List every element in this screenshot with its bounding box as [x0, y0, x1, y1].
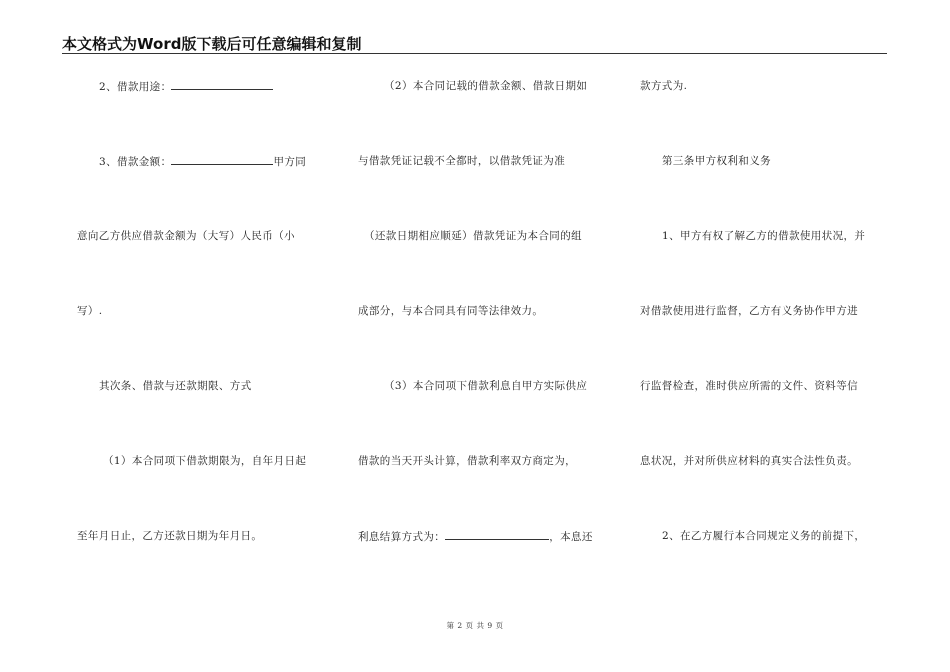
line-text: 甲方同: [273, 156, 307, 168]
paragraph-line: 至年月日止，乙方还款日期为年月日。: [77, 530, 263, 542]
paragraph-line: 借款的当天开头计算，借款利率双方商定为，: [358, 455, 576, 467]
fill-in-blank: [171, 79, 273, 90]
paragraph-line: （3）本合同项下借款利息自甲方实际供应: [384, 380, 588, 392]
fill-in-blank: [445, 529, 549, 540]
text-column-2: [358, 0, 608, 672]
paragraph-line: 1、甲方有权了解乙方的借款使用状况，并: [662, 230, 866, 242]
paragraph-line: 款方式为.: [640, 80, 688, 92]
paragraph-line: （还款日期相应顺延）借款凭证为本合同的组: [364, 230, 582, 242]
paragraph-line: 成部分，与本合同具有同等法律效力。: [358, 305, 544, 317]
section-heading-line: 第三条甲方权利和义务: [662, 155, 771, 167]
line-text: ，本息还: [549, 531, 593, 543]
line-text: 3、借款金额：: [99, 156, 172, 168]
fill-in-blank: [171, 154, 273, 165]
line-text: 2、借款用途：: [99, 81, 172, 93]
paragraph-line: [77, 154, 306, 169]
page-number-footer: 第 2 页 共 9 页: [446, 621, 504, 630]
document-header-title: 本文格式为Word版下载后可任意编辑和复制: [62, 35, 362, 53]
line-text: 利息结算方式为：: [358, 531, 446, 543]
paragraph-line: 行监督检查，准时供应所需的文件、资料等信: [640, 380, 858, 392]
paragraph-line: 意向乙方供应借款金额为（大写）人民币（小: [77, 230, 295, 242]
paragraph-line: （2）本合同记载的借款金额、借款日期如: [384, 80, 588, 92]
paragraph-line: 写）.: [77, 305, 103, 317]
paragraph-line: 对借款使用进行监督，乙方有义务协作甲方进: [640, 305, 858, 317]
paragraph-line: [77, 79, 273, 94]
paragraph-line: [358, 529, 593, 544]
paragraph-line: 息状况，并对所供应材料的真实合法性负责。: [640, 455, 858, 467]
paragraph-line: （1）本合同项下借款期限为，自年月日起: [103, 455, 307, 467]
paragraph-line: 与借款凭证记载不全都时，以借款凭证为准: [358, 155, 566, 167]
text-column-1: [77, 0, 327, 672]
section-heading-line: 其次条、借款与还款期限、方式: [99, 380, 252, 392]
paragraph-line: 2、在乙方履行本合同规定义务的前提下，: [662, 530, 866, 542]
text-column-3: [640, 0, 890, 672]
